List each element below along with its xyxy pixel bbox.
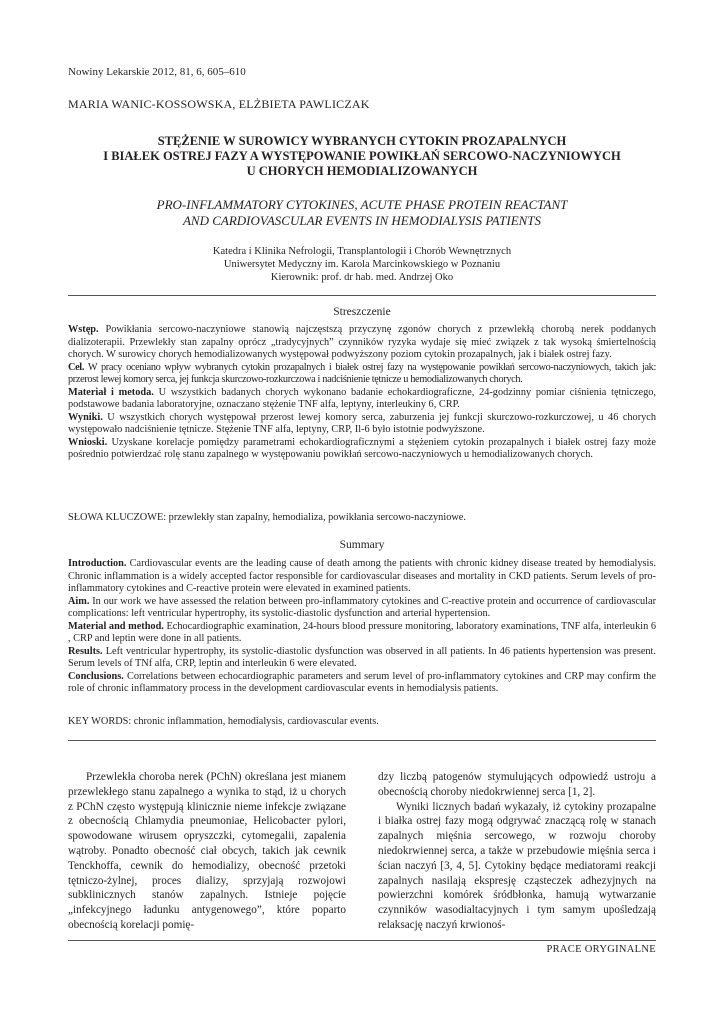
abstract-text: U wszystkich chorych występował przerost lewej komory serca, zaburzenia jej funkcji skurczowo-rozkurczowej, u 46 chorych występowało nadciśnienie tętnicze. Stężenie TNF alfa, leptyny, CRP, Il-6 było istotnie podwyższone.	[68, 411, 656, 436]
summary-body	[68, 558, 656, 696]
body-column-right	[378, 770, 656, 933]
abstract-text: Left ventricular hypertrophy, its systolic-diastolic dysfunction was observed in all patients. In 46 patients hypertension was present. Serum levels of TNf alfa, CRP, leptin and interleukin 6 were elevated.	[68, 645, 656, 670]
abstract-label: Introduction.	[68, 558, 127, 569]
title-english-line: AND CARDIOVASCULAR EVENTS IN HEMODIALYSIS PATIENTS	[182, 213, 542, 228]
abstract-text: Powikłania sercowo-naczyniowe stanowią najczęstszą przyczynę zgonów chorych z przewlekłą chorobą nerek poddanych dializoterapii. Przewlekły stan zapalny oprócz „tradycyjnych” czynników ryzyka wydaje się mieć związek z tak wysoką śmiertelnością chorych. W surowicy chorych hemodializowanych występował podwyższony poziom cytokin prozapalnych, jak i białek ostrej fazy.	[68, 324, 656, 361]
abstract-label: Aim.	[68, 595, 90, 607]
divider	[68, 740, 656, 741]
abstract-text: Cardiovascular events are the leading cause of death among the patients with chronic kidney disease treated by hemodialysis. Chronic inflammation is a widely accepted factor responsible for cardiovascular diseases and mortality in CKD patients. Serum levels of pro-inflammatory cytokines and C-reactive protein were elevated in examined patients.	[68, 558, 656, 595]
body-column-left	[68, 770, 346, 933]
abstract-label: Wstęp.	[68, 324, 99, 335]
abstract-paragraph	[68, 621, 656, 646]
abstract-text: In our work we have assessed the relation between pro-inflammatory cytokines and C-reactive protein and occurrence of cardiovascular complications: left ventricular hypertrophy, its systolic-diastolic dysfunction and arterial hypertension.	[68, 595, 656, 620]
journal-citation: Nowiny Lekarskie 2012, 81, 6, 605–610	[68, 66, 246, 78]
affiliation-line: Katedra i Klinika Nefrologii, Transplantologii i Chorób Wewnętrznych	[212, 246, 512, 257]
title-polish	[68, 134, 656, 179]
divider	[68, 295, 656, 296]
abstract-paragraph	[68, 362, 656, 387]
authors: MARIA WANIC-KOSSOWSKA, ELŻBIETA PAWLICZAK	[68, 97, 370, 111]
title-english	[68, 197, 656, 229]
streszczenie-heading: Streszczenie	[333, 306, 391, 318]
abstract-paragraph	[68, 412, 656, 437]
abstract-text: Echocardiographic examination, 24-hours blood pressure monitoring, laboratory examinations, TNF alfa, interleukin 6 , CRP and leptin were done in all patients.	[68, 620, 656, 645]
affiliation	[68, 245, 656, 284]
abstract-paragraph	[68, 596, 656, 621]
title-polish-line: I BIAŁEK OSTREJ FAZY A WYSTĘPOWANIE POWIKŁAŃ SERCOWO-NACZYNIOWYCH	[103, 149, 621, 163]
abstract-paragraph	[68, 646, 656, 671]
title-polish-line: U CHORYCH HEMODIALIZOWANYCH	[246, 164, 478, 178]
section-label: PRACE ORYGINALNE	[546, 944, 656, 955]
abstract-text: Uzyskane korelacje pomiędzy parametrami echokardiograficznymi a stężeniem cytokin prozapalnych i białek ostrej fazy może pośrednio potwierdzać rolę stanu zapalnego w występowaniu powikłań sercowo-naczyniowych u hemodializowanych chorych.	[68, 436, 656, 461]
abstract-paragraph	[68, 324, 656, 362]
abstract-label: Conclusions.	[68, 670, 124, 682]
abstract-label: Materiał i metoda.	[68, 386, 154, 398]
summary-heading: Summary	[339, 539, 385, 551]
affiliation-line: Uniwersytet Medyczny im. Karola Marcinkowskiego w Poznaniu	[223, 259, 501, 270]
body-paragraph: Wyniki licznych badań wykazały, iż cytokiny prozapalne i białka ostrej fazy mogą odgrywać znaczącą rolę w stanach zapalnych mięśnia sercowego, w rozwoju choroby niedokrwiennej serca, a także w przebudowie mięśnia serca i ścian naczyń [3, 4, 5]. Cytokiny będące mediatorami reakcji zapalnych nasilają ekspresję cząsteczek adhezyjnych na powierzchni komórek śródbłonka, hamują wytwarzanie czynników wasodialtacyjnych i tym samym upośledzają relaksację naczyń krwionoś-	[378, 800, 656, 931]
abstract-label: Material and method.	[68, 620, 164, 632]
title-english-line: PRO-INFLAMMATORY CYTOKINES, ACUTE PHASE PROTEIN REACTANT	[156, 197, 568, 212]
footer-divider	[68, 940, 656, 941]
abstract-text: Correlations between echocardiographic parameters and serum level of pro-inflammatory cytokines and CRP may confirm the role of chronic inflammatory process in the development cardiovascular events in hemodialysis patients.	[68, 670, 656, 695]
abstract-paragraph	[68, 558, 656, 596]
title-polish-line: STĘŻENIE W SUROWICY WYBRANYCH CYTOKIN PROZAPALNYCH	[157, 134, 567, 148]
keywords-english: KEY WORDS: chronic inflammation, hemodialysis, cardiovascular events.	[68, 716, 379, 727]
abstract-text: W pracy oceniano wpływ wybranych cytokin prozapalnych i białek ostrej fazy na występowanie powikłań sercowo-naczyniowych, takich jak: przerost lewej komory serca, jej funkcja skurczowo-rozkurczowa i nadciśnienie tętnicze u hemodializowanych chorych.	[68, 361, 656, 386]
body-paragraph: Przewlekła choroba nerek (PChN) określana jest mianem przewlekłego stanu zapalnego a wynika to stąd, iż u chorych z PChN często występują klinicznie nieme infekcje związane z obecnością Chlamydia pneumoniae, Helicobacter pylori, spowodowane wirusem opryszczki, cytomegalii, zapalenia wątroby. Ponadto obecność ciał obcych, takich jak cewnik Tenckhoffa, cewnik do hemodializy, obecność przetoki tętniczo-żylnej, proces dializy, sprzyjają rozwojowi subklinicznych stanów zapalnych. Istnieje pojęcie „infekcyjnego ładunku antygenowego”, które poparto obecnością korelacji pomię-	[68, 771, 346, 931]
affiliation-line: Kierownik: prof. dr hab. med. Andrzej Oko	[270, 272, 454, 283]
abstract-text: U wszystkich badanych chorych wykonano badanie echokardiograficzne, 24-godzinny pomiar ciśnienia tętniczego, podstawowe badania laboratoryjne, oznaczano stężenie TNF alfa, leptyny, interleukiny 6, CRP.	[68, 386, 656, 411]
abstract-paragraph	[68, 437, 656, 462]
abstract-label: Wyniki.	[68, 411, 103, 423]
body-paragraph: dzy liczbą patogenów stymulujących odpowiedź ustroju a obecnością choroby niedokrwiennej serca [1, 2].	[378, 771, 656, 798]
abstract-label: Wnioski.	[68, 436, 108, 448]
streszczenie-body	[68, 324, 656, 462]
abstract-paragraph	[68, 671, 656, 696]
abstract-paragraph	[68, 387, 656, 412]
keywords-polish: SŁOWA KLUCZOWE: przewlekły stan zapalny, hemodializa, powikłania sercowo-naczyniowe.	[68, 512, 466, 523]
abstract-label: Results.	[68, 645, 103, 657]
abstract-label: Cel.	[68, 361, 85, 373]
